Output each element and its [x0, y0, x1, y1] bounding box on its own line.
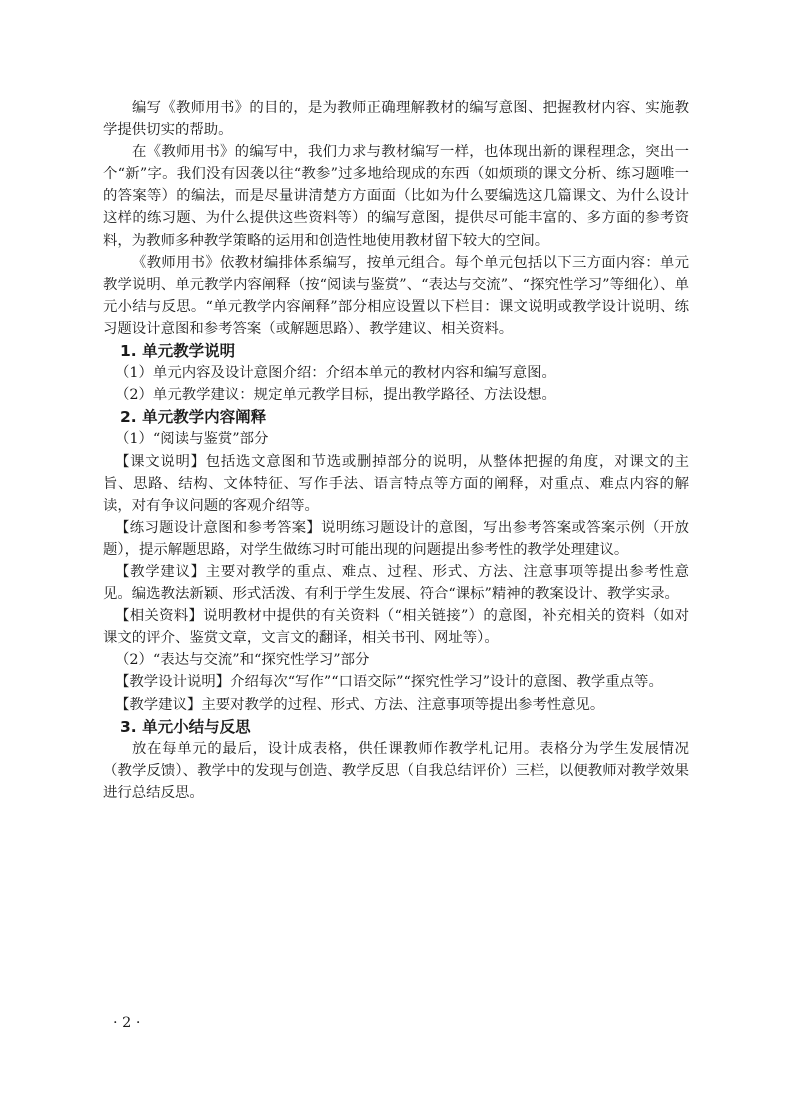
- page-content: [103, 97, 689, 804]
- tag-text-jianyi-2: 主要对教学的过程、形式、方法、注意事项等提出参考性意见。: [201, 696, 605, 713]
- tag-label-sheji: 【教学设计说明】: [115, 674, 231, 691]
- section-3-heading: 3. 单元小结与反思: [120, 717, 251, 736]
- tag-text-kewen: 包括选文意图和节选或删掉部分的说明，从整体把握的角度，对课文的主旨、思路、结构、文体特征、写作手法、语言特点等方面的阐释，对重点、难点内容的解读，对有争议问题的客观介绍等。: [103, 453, 689, 514]
- tag-label-jianyi: 【教学建议】: [115, 563, 206, 580]
- section-2-heading: 2. 单元教学内容阐释: [120, 408, 267, 427]
- section-2-sub-1: （1）“阅读与鉴赏”部分: [115, 431, 269, 448]
- intro-paragraph-2: 在《教师用书》的编写中，我们力求与教材编写一样，也体现出新的课程理念，突出一个“新”字。我们没有因袭以往“教参”过多地给现成的东西（如烦琐的课文分析、练习题唯一的答案等）的编法，而是尽量讲清楚方方面面（比如为什么要编选这几篇课文、为什么设计这样的练习题、为什么提供这些资料等）的编写意图，提供尽可能丰富的、多方面的参考资料，为教师多种教学策略的运用和创造性地使用教材留下较大的空间。: [103, 144, 689, 249]
- section-1-item-1: （1）单元内容及设计意图介绍：介绍本单元的教材内容和编写意图。: [115, 365, 556, 382]
- tag-text-sheji: 介绍每次“写作”“口语交际”“探究性学习”设计的意图、教学重点等。: [230, 674, 663, 691]
- tag-paragraph-lianxi: [103, 517, 689, 561]
- tag-paragraph-sheji: [103, 671, 689, 693]
- tag-text-lianxi: 说明练习题设计的意图，写出参考答案或答案示例（开放题），提示解题思路，对学生做练习时可能出现的问题提出参考性的教学处理建议。: [103, 519, 689, 558]
- tag-text-jianyi: 主要对教学的重点、难点、过程、形式、方法、注意事项等提出参考性意见。编选教法新颖、形式活泼、有利于学生发展、符合“课标”精神的教案设计、教学实录。: [103, 563, 689, 603]
- section-1-item-2: （2）单元教学建议：规定单元教学目标，提出教学路径、方法设想。: [115, 387, 556, 404]
- tag-label-jianyi-2: 【教学建议】: [115, 696, 202, 713]
- page-number: · 2 ·: [113, 1015, 141, 1031]
- tag-paragraph-jianyi-2: [103, 694, 689, 716]
- tag-text-ziliao: 说明教材中提供的有关资料（“相关链接”）的意图，补充相关的资料（如对课文的评介、鉴赏文章，文言文的翻译，相关书刊、网址等）。: [103, 608, 689, 647]
- tag-label-kewen: 【课文说明】: [115, 453, 206, 470]
- section-1-heading: 1. 单元教学说明: [120, 342, 236, 361]
- tag-label-lianxi: 【练习题设计意图和参考答案】: [115, 519, 322, 536]
- tag-label-ziliao: 【相关资料】: [115, 608, 204, 625]
- intro-paragraph-1: 编写《教师用书》的目的，是为教师正确理解教材的编写意图、把握教材内容、实施教学提供切实的帮助。: [103, 100, 689, 139]
- section-3-text: 放在每单元的最后，设计成表格，供任课教师作教学札记用。表格分为学生发展情况（教学反馈）、教学中的发现与创造、教学反思（自我总结评价）三栏，以便教师对教学效果进行总结反思。: [103, 740, 689, 801]
- tag-paragraph-jianyi: [103, 561, 689, 605]
- tag-paragraph-kewen: [103, 451, 689, 517]
- section-2-sub-2: （2）“表达与交流”和“探究性学习”部分: [115, 652, 370, 669]
- tag-paragraph-ziliao: [103, 605, 689, 649]
- intro-paragraph-3: 《教师用书》依教材编排体系编写，按单元组合。每个单元包括以下三方面内容：单元教学说明、单元教学内容阐释（按“阅读与鉴赏”、“表达与交流”、“探究性学习”等细化）、单元小结与反思。“单元教学内容阐释”部分相应设置以下栏目：课文说明或教学设计说明、练习题设计意图和参考答案（或解题思路）、教学建议、相关资料。: [103, 254, 689, 337]
